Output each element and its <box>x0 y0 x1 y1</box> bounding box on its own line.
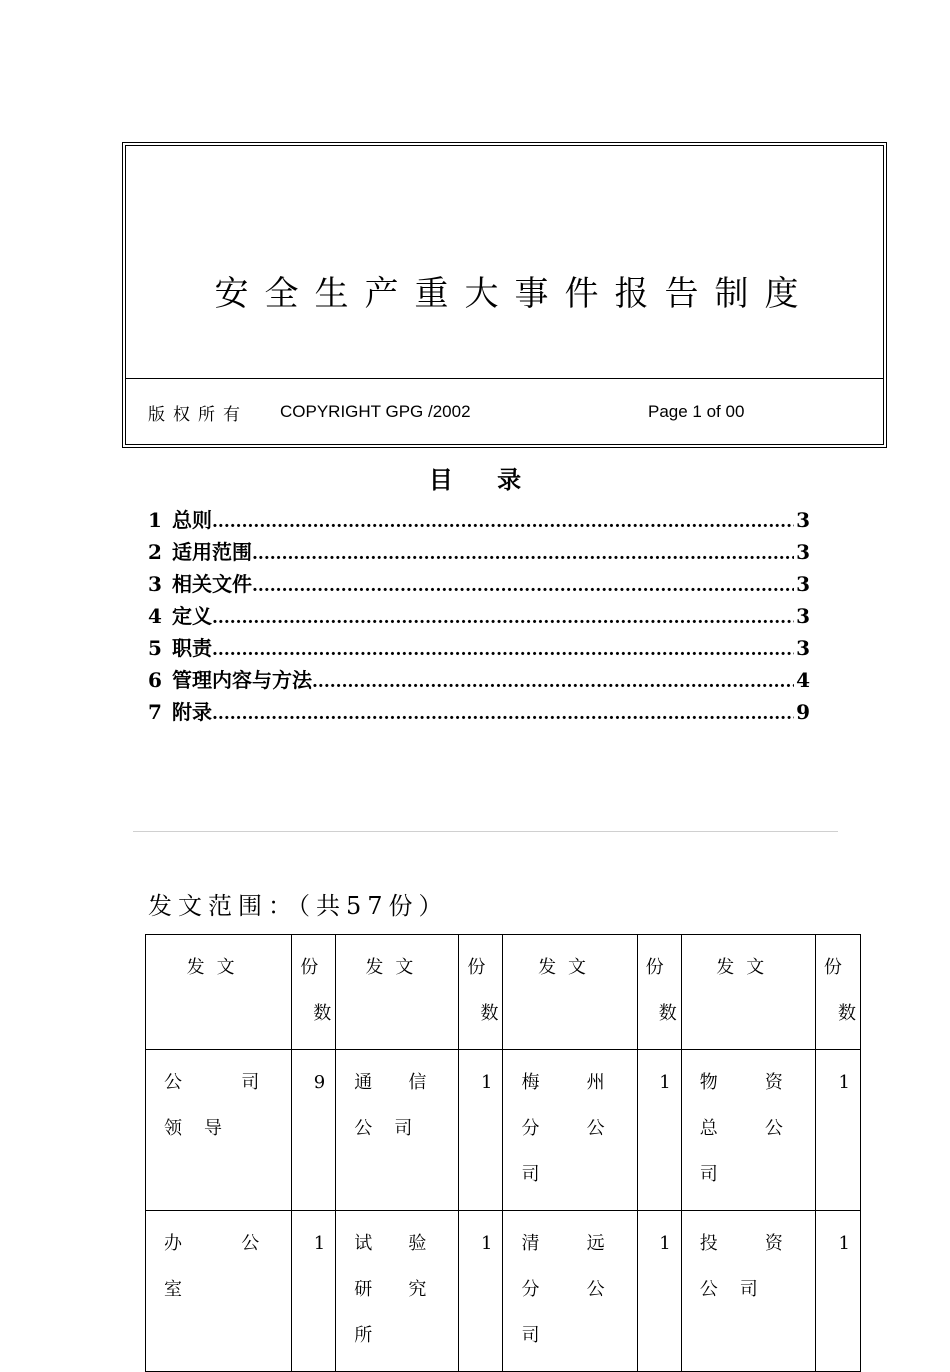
header-count-top: 份 <box>823 957 842 978</box>
toc-heading <box>0 460 950 495</box>
header-count <box>292 935 336 1050</box>
toc-entry-number: 4 <box>148 604 162 628</box>
toc-entry[interactable] <box>148 632 810 664</box>
count-cell: 1 <box>292 1211 336 1372</box>
toc-leader-dots <box>212 512 794 532</box>
toc-entry-page: 4 <box>796 668 810 692</box>
count-cell: 1 <box>637 1211 681 1372</box>
toc-entry-title: 管理内容与方法 <box>172 668 312 692</box>
recipient-cell: 公司领导 <box>146 1050 292 1211</box>
copyright-text: COPYRIGHT GPG /2002 <box>280 402 471 421</box>
toc-entry-page: 3 <box>796 604 810 628</box>
distribution-table <box>145 934 861 1372</box>
header-recipient: 发文 <box>503 935 637 1050</box>
count-cell: 1 <box>815 1211 860 1372</box>
header-count-top: 份 <box>645 957 664 978</box>
header-count-bottom: 数 <box>480 1003 499 1024</box>
toc-entry[interactable] <box>148 664 810 696</box>
recipient-cell: 物资总公司 <box>681 1050 815 1211</box>
recipient-cell: 投资公司 <box>681 1211 815 1372</box>
toc-entry-number: 1 <box>148 508 162 532</box>
header-recipient: 发文 <box>336 935 459 1050</box>
count-cell: 1 <box>815 1050 860 1211</box>
recipient-cell: 试验研究所 <box>336 1211 459 1372</box>
count-cell: 9 <box>292 1050 336 1211</box>
table-row <box>146 1050 861 1211</box>
toc-leader-dots <box>252 576 794 596</box>
header-count <box>637 935 681 1050</box>
toc-entry-page: 3 <box>796 540 810 564</box>
header-count-bottom: 数 <box>838 1003 856 1024</box>
count-cell: 1 <box>637 1050 681 1211</box>
toc-entry[interactable] <box>148 696 810 728</box>
toc-entry[interactable] <box>148 568 810 600</box>
toc-entry-number: 5 <box>148 636 162 660</box>
toc-entry-number: 6 <box>148 668 162 692</box>
toc-entry-number: 3 <box>148 572 162 596</box>
recipient-cell: 办公室 <box>146 1211 292 1372</box>
toc-entry-title: 定义 <box>172 604 212 628</box>
header-count-bottom: 数 <box>658 1003 677 1024</box>
header-count <box>815 935 860 1050</box>
toc-leader-dots <box>312 672 794 692</box>
recipient-cell: 通信公司 <box>336 1050 459 1211</box>
toc-heading-right: 录 <box>497 465 522 494</box>
toc-entry[interactable] <box>148 504 810 536</box>
page-number: Page 1 of 00 <box>648 402 745 421</box>
recipient-cell: 梅州分公司 <box>503 1050 637 1211</box>
count-cell: 1 <box>459 1050 503 1211</box>
header-count-bottom: 数 <box>313 1003 332 1024</box>
header-recipient: 发文 <box>681 935 815 1050</box>
table-row <box>146 1211 861 1372</box>
toc-entry-page: 3 <box>796 508 810 532</box>
toc-entry-number: 2 <box>148 540 162 564</box>
document-title: 安全生产重大事件报告制度 <box>214 274 815 314</box>
toc-leader-dots <box>212 640 794 660</box>
recipient-cell: 清远分公司 <box>503 1211 637 1372</box>
section-separator <box>133 831 838 832</box>
toc-heading-left: 目 <box>428 465 453 494</box>
table-of-contents <box>148 504 810 728</box>
toc-entry-title: 职责 <box>172 636 212 660</box>
toc-entry-title: 附录 <box>172 700 212 724</box>
toc-entry[interactable] <box>148 600 810 632</box>
toc-entry-title: 适用范围 <box>172 540 252 564</box>
toc-leader-dots <box>252 544 794 564</box>
copyright-label: 版权所有 <box>148 405 248 425</box>
toc-entry-number: 7 <box>148 700 162 724</box>
header-recipient: 发文 <box>146 935 292 1050</box>
toc-entry-title: 相关文件 <box>172 572 252 596</box>
copyright-row <box>126 378 883 448</box>
title-block-inner <box>125 145 884 445</box>
table-header-row <box>146 935 861 1050</box>
toc-entry-page: 3 <box>796 572 810 596</box>
toc-entry-title: 总则 <box>172 508 212 532</box>
toc-leader-dots <box>212 608 794 628</box>
header-count-top: 份 <box>300 957 319 978</box>
toc-entry[interactable] <box>148 536 810 568</box>
title-cell <box>126 146 883 379</box>
toc-entry-page: 3 <box>796 636 810 660</box>
header-count-top: 份 <box>467 957 486 978</box>
toc-leader-dots <box>212 704 794 724</box>
header-count <box>459 935 503 1050</box>
count-cell: 1 <box>459 1211 503 1372</box>
toc-entry-page: 9 <box>796 700 810 724</box>
distribution-heading: 发文范围：（共57份） <box>148 892 449 920</box>
title-block <box>122 142 887 448</box>
